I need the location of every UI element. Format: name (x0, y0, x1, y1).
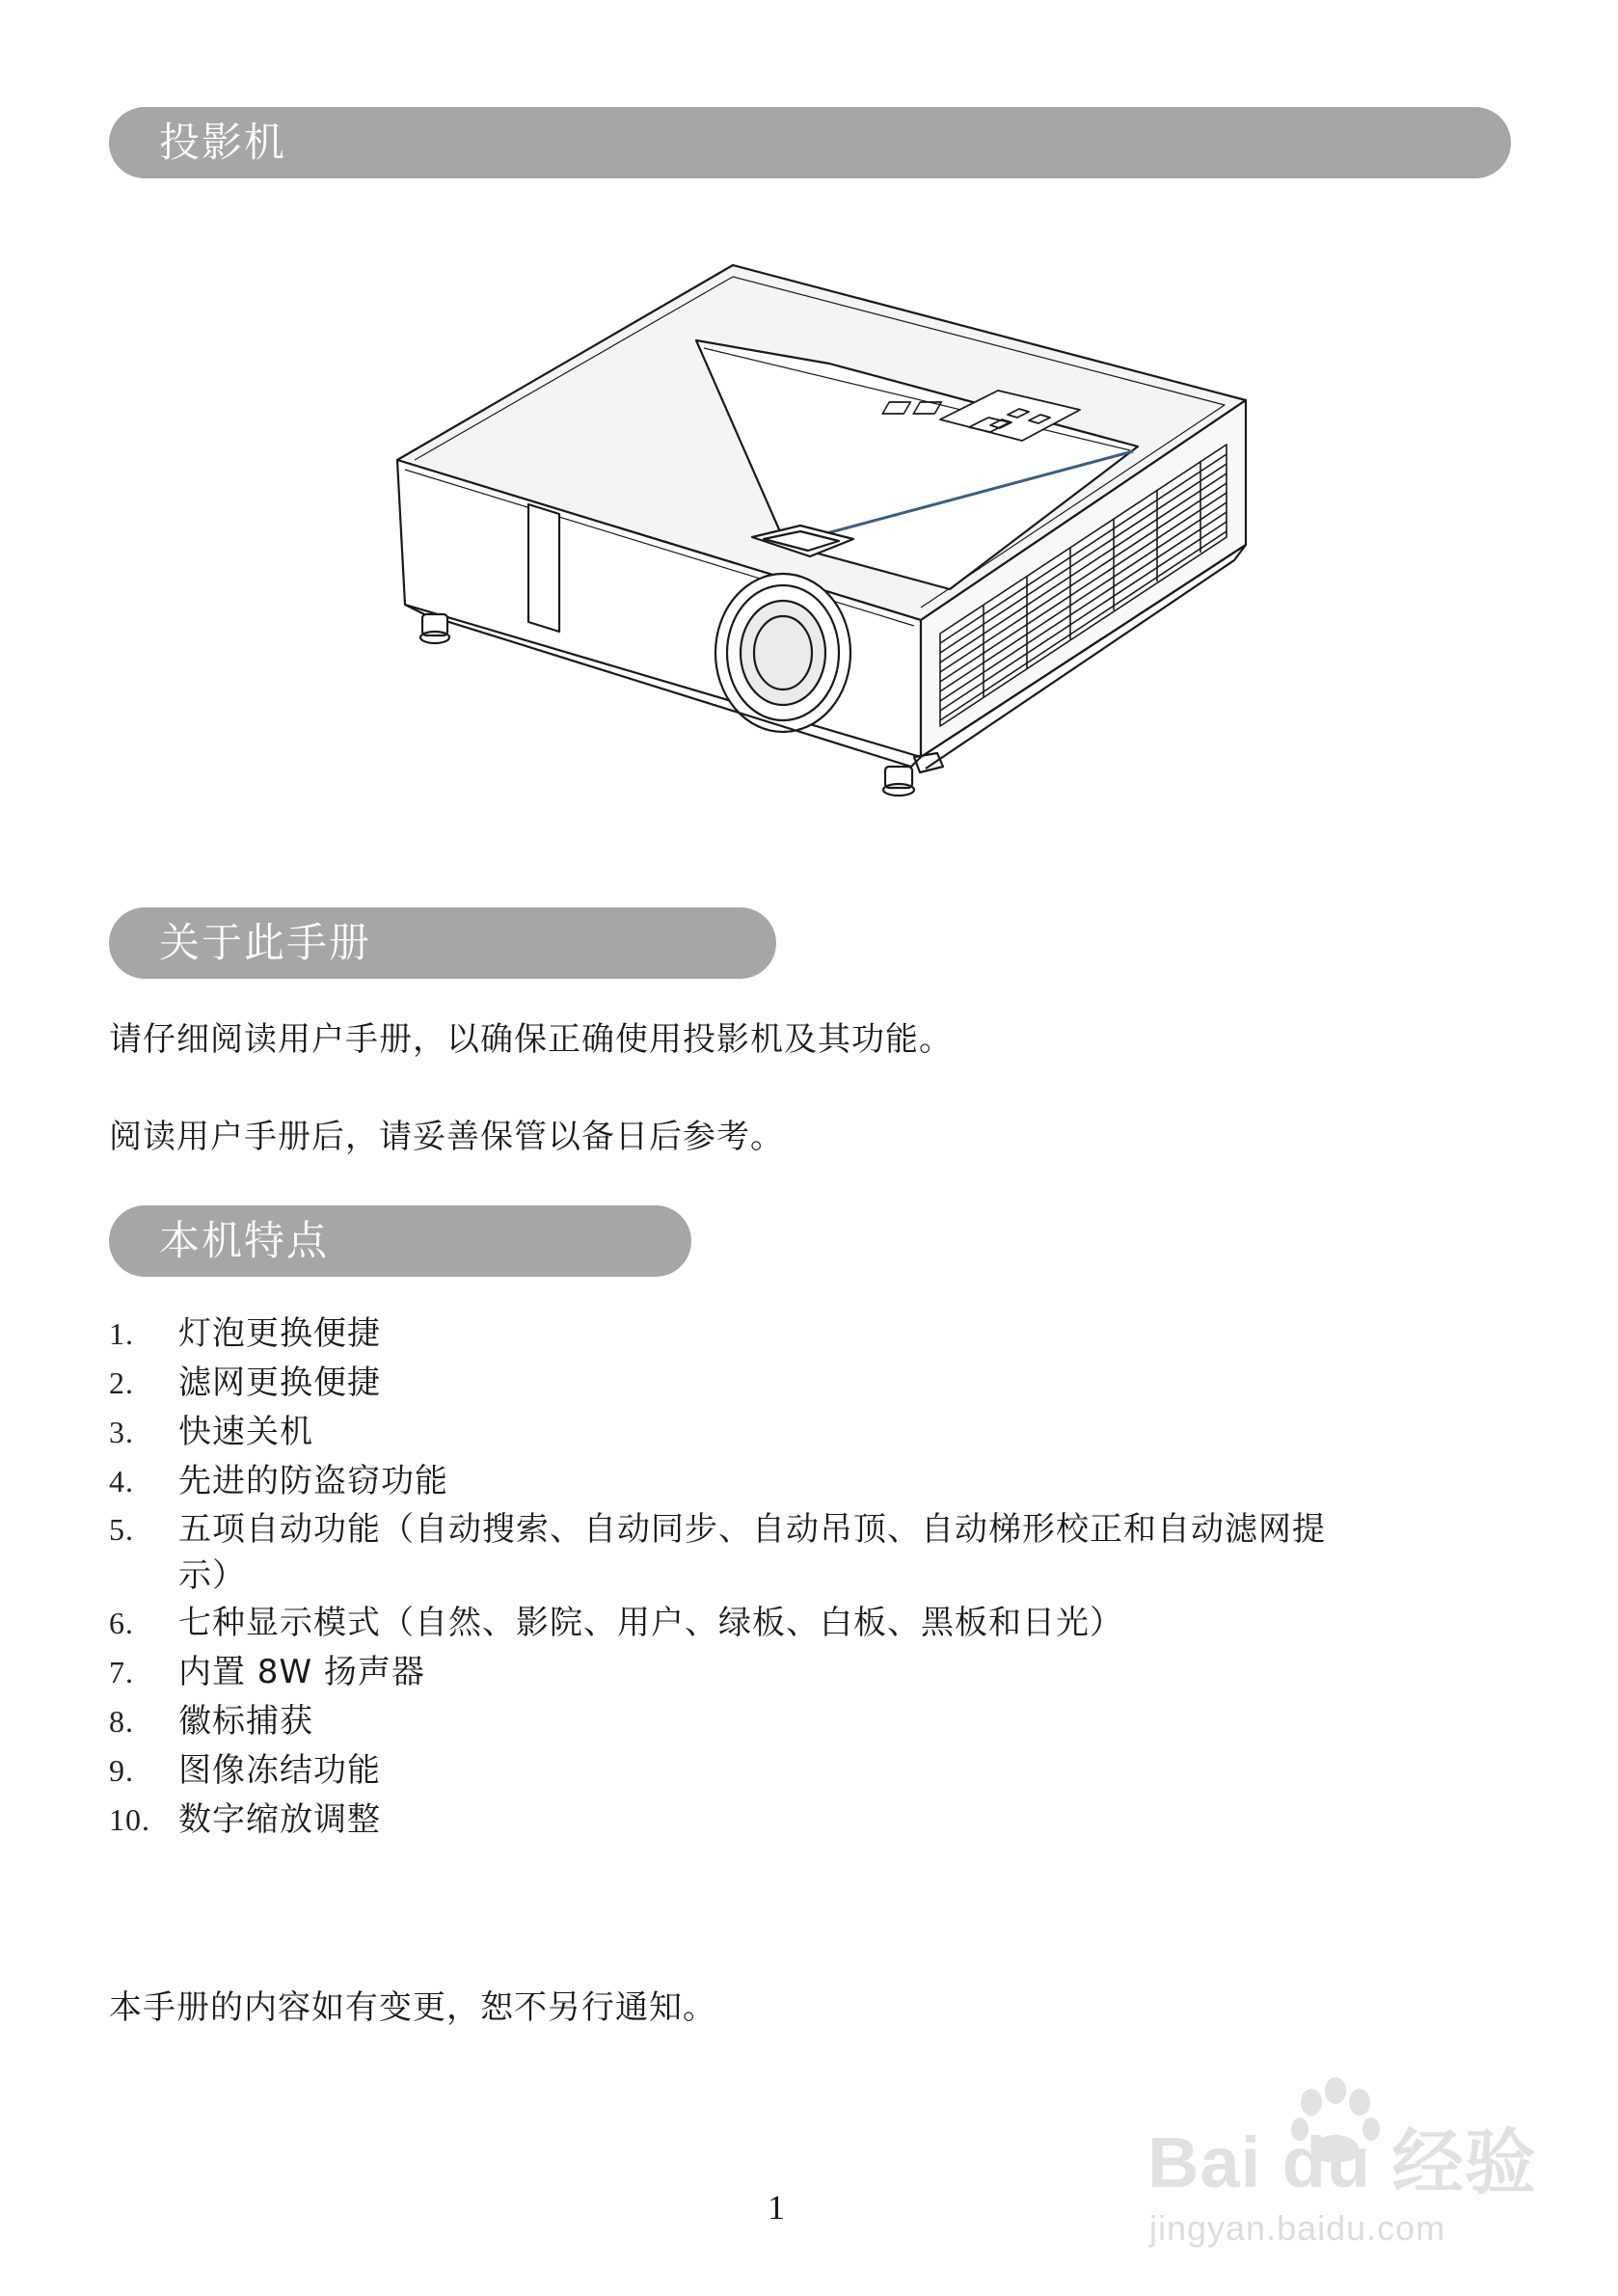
list-item (109, 1359, 1362, 1408)
watermark-site: jingyan.baidu.com (1149, 2208, 1446, 2248)
item-text: 快速关机 (178, 1413, 313, 1451)
section-header-features (109, 1205, 691, 1277)
item-number: 1. (109, 1316, 134, 1351)
item-text: 数字缩放调整 (178, 1800, 381, 1839)
list-item (109, 1310, 1362, 1359)
item-text: 滤网更换便捷 (178, 1364, 381, 1402)
list-item (109, 1457, 1362, 1506)
item-number: 4. (109, 1464, 134, 1499)
item-text: 内置 8W 扬声器 (178, 1653, 425, 1691)
item-text: 先进的防盗窃功能 (178, 1462, 448, 1500)
features-list (109, 1310, 1362, 1845)
item-number: 6. (109, 1606, 134, 1640)
item-number: 3. (109, 1415, 134, 1449)
list-item (109, 1746, 1362, 1796)
list-item (109, 1796, 1362, 1845)
section-title: 关于此手册 (159, 919, 372, 966)
item-text: 图像冻结功能 (178, 1751, 381, 1790)
section-header-projector (109, 107, 1511, 178)
watermark-brand: Bai du 经验 (1147, 2122, 1537, 2202)
item-text: 七种显示模式（自然、影院、用户、绿板、白板、黑板和日光） (178, 1604, 1123, 1642)
item-number: 7. (109, 1655, 134, 1689)
item-text: 灯泡更换便捷 (178, 1314, 381, 1353)
item-number: 8. (109, 1704, 134, 1739)
item-number: 2. (109, 1365, 134, 1400)
item-number: 9. (109, 1753, 134, 1788)
projector-illustration (386, 256, 1282, 815)
item-text: 徽标捕获 (178, 1702, 313, 1741)
list-item (109, 1408, 1362, 1457)
about-paragraph-1: 请仔细阅读用户手册，以确保正确使用投影机及其功能。 (109, 1020, 953, 1059)
list-item (109, 1697, 1362, 1746)
baidu-watermark (1147, 2073, 1552, 2285)
list-item (109, 1599, 1362, 1648)
page-number: 1 (768, 2188, 785, 2227)
list-item (109, 1506, 1362, 1599)
item-text: 五项自动功能（自动搜索、自动同步、自动吊顶、自动梯形校正和自动滤网提示） (178, 1510, 1326, 1595)
section-title: 本机特点 (159, 1217, 330, 1264)
about-paragraph-2: 阅读用户手册后，请妥善保管以备日后参考。 (109, 1118, 784, 1156)
list-item (109, 1648, 1362, 1697)
item-number: 10. (109, 1802, 150, 1837)
section-header-about-manual (109, 907, 776, 979)
section-title: 投影机 (159, 119, 287, 166)
item-number: 5. (109, 1512, 134, 1547)
notice-text: 本手册的内容如有变更，恕不另行通知。 (109, 1988, 716, 2027)
